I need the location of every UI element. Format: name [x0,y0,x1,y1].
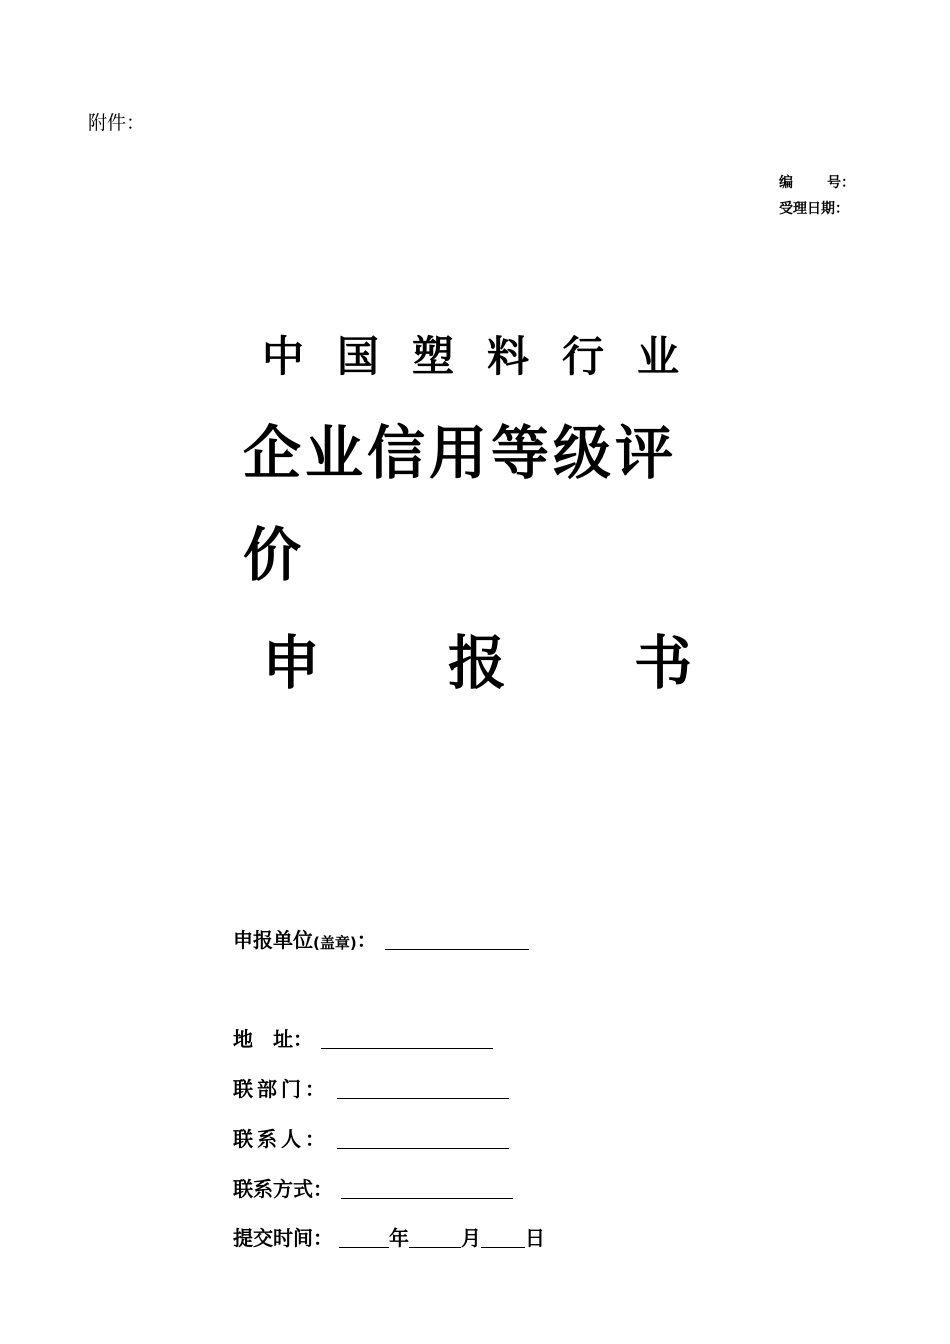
accept-date-field [779,198,849,218]
title-line-2: 企业信用等级评 [243,419,678,487]
seal-note: (盖章) [313,934,357,952]
day-input[interactable] [481,1229,525,1248]
contact-method-label: 联系方式： [233,1177,333,1201]
accept-date-label: 受理日期： [779,201,849,217]
submit-time-field [233,1222,545,1251]
title-char-2: 报 [447,629,506,697]
department-field [233,1073,509,1102]
year-input[interactable] [339,1229,389,1248]
number-label-a: 编 [779,175,793,191]
contact-method-field [233,1173,513,1202]
contact-person-label: 联系人： [233,1127,329,1151]
title-char-3: 书 [633,629,692,697]
address-label: 地 址： [233,1027,313,1051]
title-char-1: 申 [262,629,321,697]
month-label: 月 [461,1226,481,1250]
title-line-1: 中国塑料行业 [262,332,713,381]
address-field [233,1023,493,1052]
department-label: 联部门： [233,1077,329,1101]
month-input[interactable] [409,1229,461,1248]
number-label-b: 号： [827,175,855,191]
day-label: 日 [525,1226,545,1250]
submit-time-label: 提交时间： [233,1226,333,1250]
applicant-unit-colon: ： [356,928,377,952]
title-line-4 [262,629,692,697]
address-input[interactable] [321,1030,493,1049]
title-line-3: 价 [243,521,302,589]
contact-person-input[interactable] [337,1130,509,1149]
applicant-unit-input[interactable] [385,931,529,950]
contact-person-field [233,1123,509,1152]
year-label: 年 [389,1226,409,1250]
department-input[interactable] [337,1080,509,1099]
applicant-unit-label: 申报单位 [233,928,313,952]
number-field [779,172,855,192]
contact-method-input[interactable] [341,1180,513,1199]
applicant-unit-field [233,924,529,953]
attachment-label: 附件： [88,112,146,134]
